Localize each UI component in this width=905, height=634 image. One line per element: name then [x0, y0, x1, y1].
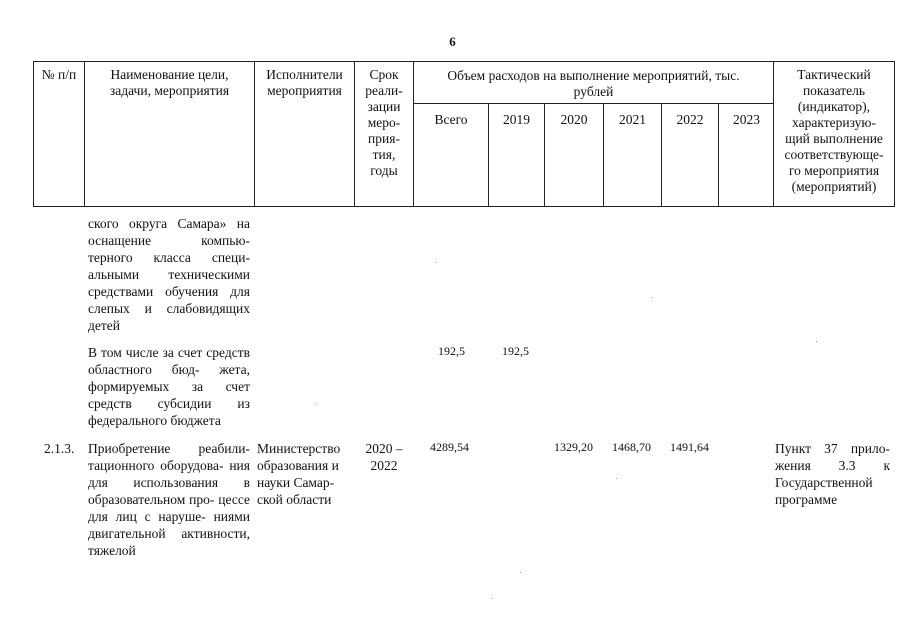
row-2-name: В том числе за счет средств областного бюд- жета, формируемых за счет средств субсидии из федерального бюджета: [88, 345, 250, 428]
row-3-executor: Министерство образования и науки Самар- ской области: [257, 441, 341, 507]
header-year-2020: 2020: [545, 104, 604, 207]
header-year-2021: 2021: [604, 104, 662, 207]
scan-speck: [816, 341, 817, 342]
row-3-2021: 1468,70: [612, 440, 651, 454]
row-3-total: 4289,54: [430, 440, 469, 454]
row-3-number: 2.1.3.: [44, 441, 75, 456]
header-year-2023: 2023: [733, 112, 760, 127]
row-2-2019: 192,5: [502, 344, 529, 358]
header-executor: Исполнители мероприятия: [255, 62, 355, 206]
row-3-term: 2020 – 2022: [365, 441, 403, 473]
row-2-total: 192,5: [438, 344, 465, 358]
page-number: 6: [449, 34, 456, 49]
header-total: Всего: [414, 104, 489, 207]
header-year-2022: 2022: [662, 104, 719, 207]
header-indicator: Тактический показатель (индикатор), характеризую- щий выполнение соответствующе- го мероприятия (мероприятий): [784, 67, 884, 194]
scan-speck: [652, 297, 653, 298]
row-3-2020: 1329,20: [554, 440, 593, 454]
row-3-indicator: Пункт 37 прило- жения 3.3 к Государственной программе: [775, 441, 890, 507]
header-number: № п/п: [34, 62, 85, 206]
header-volume: Объем расходов на выполнение мероприятий, тыс. рублей: [414, 62, 773, 104]
scan-speck: [616, 478, 617, 479]
scan-speck: [492, 598, 493, 599]
row-1-name: ского округа Самара» на оснащение компью- терного класса специ- альными техническими средствами обучения для слепых и слабовидящих детей: [88, 216, 250, 333]
header-year-2019: 2019: [489, 104, 545, 207]
header-volume-group: [414, 62, 774, 207]
header-name: Наименование цели, задачи, мероприятия: [85, 62, 255, 206]
table-header: [33, 61, 895, 207]
header-term: Срок реали- зации меро- прия- тия, годы: [355, 62, 414, 206]
scan-speck: [520, 572, 521, 573]
scan-speck: [315, 404, 316, 405]
row-3-name: Приобретение реабили- тационного оборудова- ния для использования в образовательном про- цессе для лиц с наруше- ниями двигательной активности, тяжелой: [88, 441, 250, 558]
scan-speck: [436, 262, 437, 263]
row-3-2022: 1491,64: [670, 440, 709, 454]
